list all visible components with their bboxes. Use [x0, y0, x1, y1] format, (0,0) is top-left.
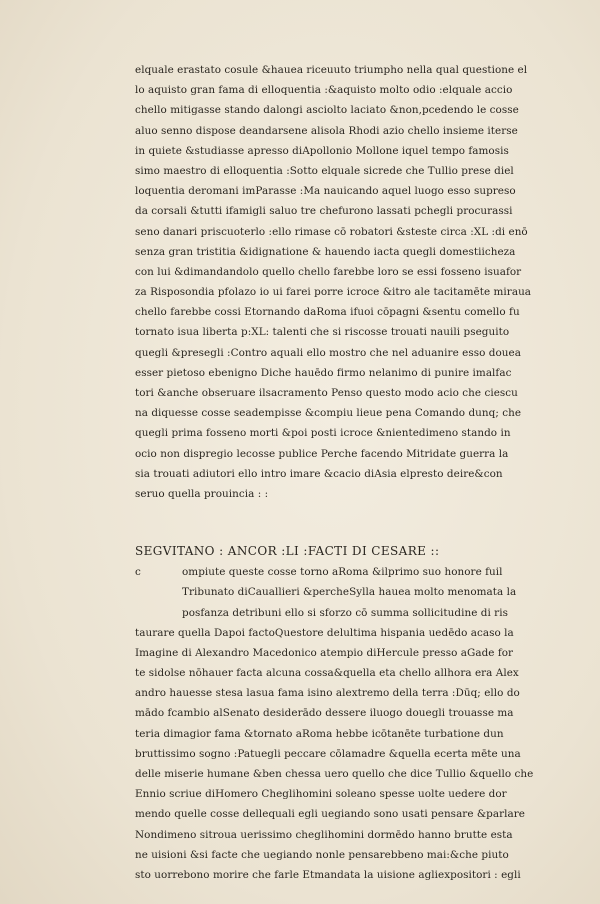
text-line: seno danari priscuoterlo :ello rimase cō robatori &steste circa :XL :di enō	[135, 225, 528, 238]
text-line: chello mitigasse stando dalongi asciolto laciato &non,pcedendo le cosse	[135, 104, 519, 117]
text-line: sia trouati adiutori ello intro imare &cacio diAsia elpresto deire&con	[135, 467, 503, 480]
text-line: loquentia deromani imParasse :Ma nauicando aquel luogo esso supreso	[135, 185, 516, 198]
text-line: Ennio scriue diHomero Cheglihomini soleano spesse uolte uedere dor	[135, 788, 507, 801]
text-line: te sidolse nōhauer facta alcuna cossa&quella eta chello allhora era Alex	[135, 667, 519, 680]
text-line: sto uorrebono morire che farle Etmandata la uisione agliexpositori : egli	[135, 868, 521, 881]
text-line: quegli prima fosseno morti &poi posti icroce &nientedimeno stando in	[135, 427, 511, 440]
text-line: teria dimagior fama &tornato aRoma hebbe icōtanēte turbatione dun	[135, 727, 504, 740]
text-line: posfanza detribuni ello si sforzo cō summa sollicitudine di ris	[182, 606, 508, 619]
text-line: con lui &dimandandolo quello chello farebbe loro se essi fosseno isuafor	[135, 265, 522, 278]
text-block	[135, 60, 560, 885]
text-line: senza gran tristitia &idignatione & hauendo iacta quegli domestiicheza	[135, 245, 516, 258]
text-line: quegli &presegli :Contro aquali ello mostro che nel aduanire esso douea	[135, 346, 521, 359]
text-line: za Risposondia pfolazo io ui farei porre icroce &itro ale tacitamēte miraua	[135, 286, 532, 299]
text-line: seruo quella prouincia : :	[135, 487, 269, 500]
text-line: andro hauesse stesa lasua fama isino alextremo della terra :Dūq; ello do	[135, 687, 520, 700]
text-line: na diquesse cosse seadempisse &compiu lieue pena Comando dunq; che	[135, 407, 522, 420]
text-line: tornato isua liberta p:XL: talenti che si riscosse trouati nauili pseguito	[135, 326, 510, 339]
text-line: Imagine di Alexandro Macedonico atempio diHercule presso aGade for	[135, 646, 514, 659]
text-line: ne uisioni &si facte che uegiando nonle pensarebbeno mai:&che piuto	[135, 848, 509, 861]
text-line: tori &anche obseruare ilsacramento Penso questo modo acio che ciescu	[135, 387, 518, 399]
text-line: simo maestro di elloquentia :Sotto elquale sicrede che Tullio prese diel	[135, 164, 514, 177]
text-line: lo aquisto gran fama di elloquentia :&aquisto molto odio :elquale accio	[135, 84, 513, 97]
text-line: aluo senno dispose deandarsene alisola Rhodi azio chello insieme iterse	[135, 124, 518, 137]
text-line: mādo fcambio alSenato desiderādo dessere iluogo douegli trouasse ma	[135, 707, 514, 720]
paragraph-2	[135, 623, 560, 885]
text-line: delle miserie humane &ben chessa uero quello che dice Tullio &quello che	[135, 768, 534, 780]
text-line: esser pietoso ebenigno Diche hauēdo firmo nelanimo di punire imalfac	[135, 366, 512, 379]
paragraph-gap	[135, 504, 560, 540]
initial-letter: c	[135, 566, 141, 579]
paragraph-2-first-line	[135, 562, 560, 582]
text-line: Nondimeno sitroua uerissimo cheglihomini dormēdo hanno brutte esta	[135, 828, 513, 841]
text-line: Tribunato diCauallieri &percheSylla hauea molto menomata la	[182, 586, 517, 599]
paragraph-1	[135, 60, 560, 504]
text-line: taurare quella Dapoi factoQuestore delultima hispania uedēdo acaso la	[135, 626, 514, 639]
text-line: chello farebbe cossi Etornando daRoma ifuoi cōpagni &sentu comello fu	[135, 306, 520, 319]
text-line: bruttissimo sogno :Patuegli peccare cōlamadre &quella ecerta mēte una	[135, 747, 521, 760]
text-line: ocio non dispregio lecosse publice Perche facendo Mitridate guerra la	[135, 447, 509, 460]
text-line: da corsali &tutti ifamigli saluo tre chefurono lassati pchegli procurassi	[135, 205, 513, 218]
section-heading: SEGVITANO : ANCOR :LI :FACTI DI CESARE ::	[135, 544, 440, 559]
text-line: mendo quelle cosse dellequali egli uegiando sono usati pensare &parlare	[135, 808, 525, 821]
text-line: elquale erastato cosule &hauea riceuuto triumpho nella qual questione el	[135, 64, 528, 76]
text-line: in quiete &studiasse apresso diApollonio Mollone iquel tempo famosis	[135, 144, 509, 157]
first-line-text: ompiute queste cosse torno aRoma &ilprimo suo honore fuil	[182, 566, 503, 579]
paragraph-2-indented-lines	[135, 582, 560, 622]
